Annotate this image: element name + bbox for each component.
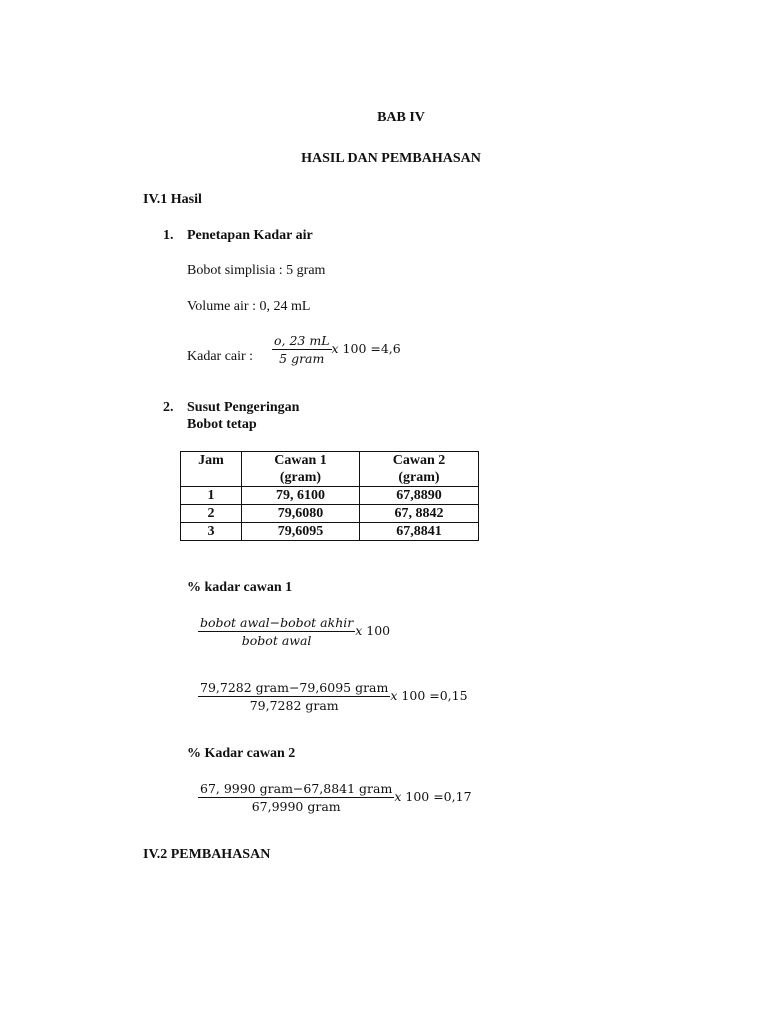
chapter-heading: BAB IV xyxy=(377,110,425,125)
item-title-susut: Susut Pengeringan xyxy=(187,400,300,415)
formula-denominator: bobot awal xyxy=(241,633,312,648)
kadar-cair-formula xyxy=(272,333,401,366)
header-cawan-1: Cawan 1 (gram) xyxy=(242,452,360,487)
formula-multiplier: x 100 xyxy=(355,623,391,638)
table-cell: 3 xyxy=(181,523,242,541)
kadar-cair-numerator: o, 23 mL xyxy=(274,333,330,348)
calc-1-result: x 100 =0,15 xyxy=(390,688,468,703)
kadar-cawan-2-heading: % Kadar cawan 2 xyxy=(187,746,296,761)
section-heading-hasil: IV.1 Hasil xyxy=(143,192,202,207)
kadar-formula-general xyxy=(198,615,390,648)
table-cell: 79, 6100 xyxy=(242,487,360,505)
calc-1-denominator: 79,7282 gram xyxy=(249,698,339,713)
bobot-tetap-table xyxy=(180,451,479,541)
calc-2-numerator: 67, 9990 gram−67,8841 gram xyxy=(200,781,393,796)
chapter-title: HASIL DAN PEMBAHASAN xyxy=(301,151,481,166)
table-cell: 2 xyxy=(181,505,242,523)
calc-2-result: x 100 =0,17 xyxy=(394,789,472,804)
table-cell: 1 xyxy=(181,487,242,505)
calc-1-numerator: 79,7282 gram−79,6095 gram xyxy=(200,680,389,695)
header-jam: Jam xyxy=(181,452,242,487)
kadar-cair-label: Kadar cair : xyxy=(187,349,254,364)
kadar-cawan-1-heading: % kadar cawan 1 xyxy=(187,580,293,595)
volume-air-text: Volume air : 0, 24 mL xyxy=(187,299,311,314)
table-row xyxy=(181,487,479,505)
kadar-cawan-2-calculation xyxy=(198,781,472,814)
header-cawan-2: Cawan 2 (gram) xyxy=(360,452,479,487)
table-cell: 67,8890 xyxy=(360,487,479,505)
list-number-2: 2. xyxy=(163,400,174,415)
formula-numerator: bobot awal−bobot akhir xyxy=(200,615,354,630)
table-cell: 67, 8842 xyxy=(360,505,479,523)
kadar-cair-result: x 100 =4,6 xyxy=(331,341,401,356)
bobot-simplisia-text: Bobot simplisia : 5 gram xyxy=(187,263,326,278)
section-heading-pembahasan: IV.2 PEMBAHASAN xyxy=(143,847,271,862)
table-cell: 67,8841 xyxy=(360,523,479,541)
kadar-cawan-1-calculation xyxy=(198,680,468,713)
item-title-kadar-air: Penetapan Kadar air xyxy=(187,228,313,243)
calc-2-denominator: 67,9990 gram xyxy=(251,799,341,814)
item-subtitle-bobot-tetap: Bobot tetap xyxy=(187,417,257,432)
list-number-1: 1. xyxy=(163,228,174,243)
table-cell: 79,6095 xyxy=(242,523,360,541)
table-cell: 79,6080 xyxy=(242,505,360,523)
kadar-cair-denominator: 5 gram xyxy=(279,351,325,366)
table-row xyxy=(181,505,479,523)
table-row xyxy=(181,523,479,541)
table-header-row xyxy=(181,452,479,487)
